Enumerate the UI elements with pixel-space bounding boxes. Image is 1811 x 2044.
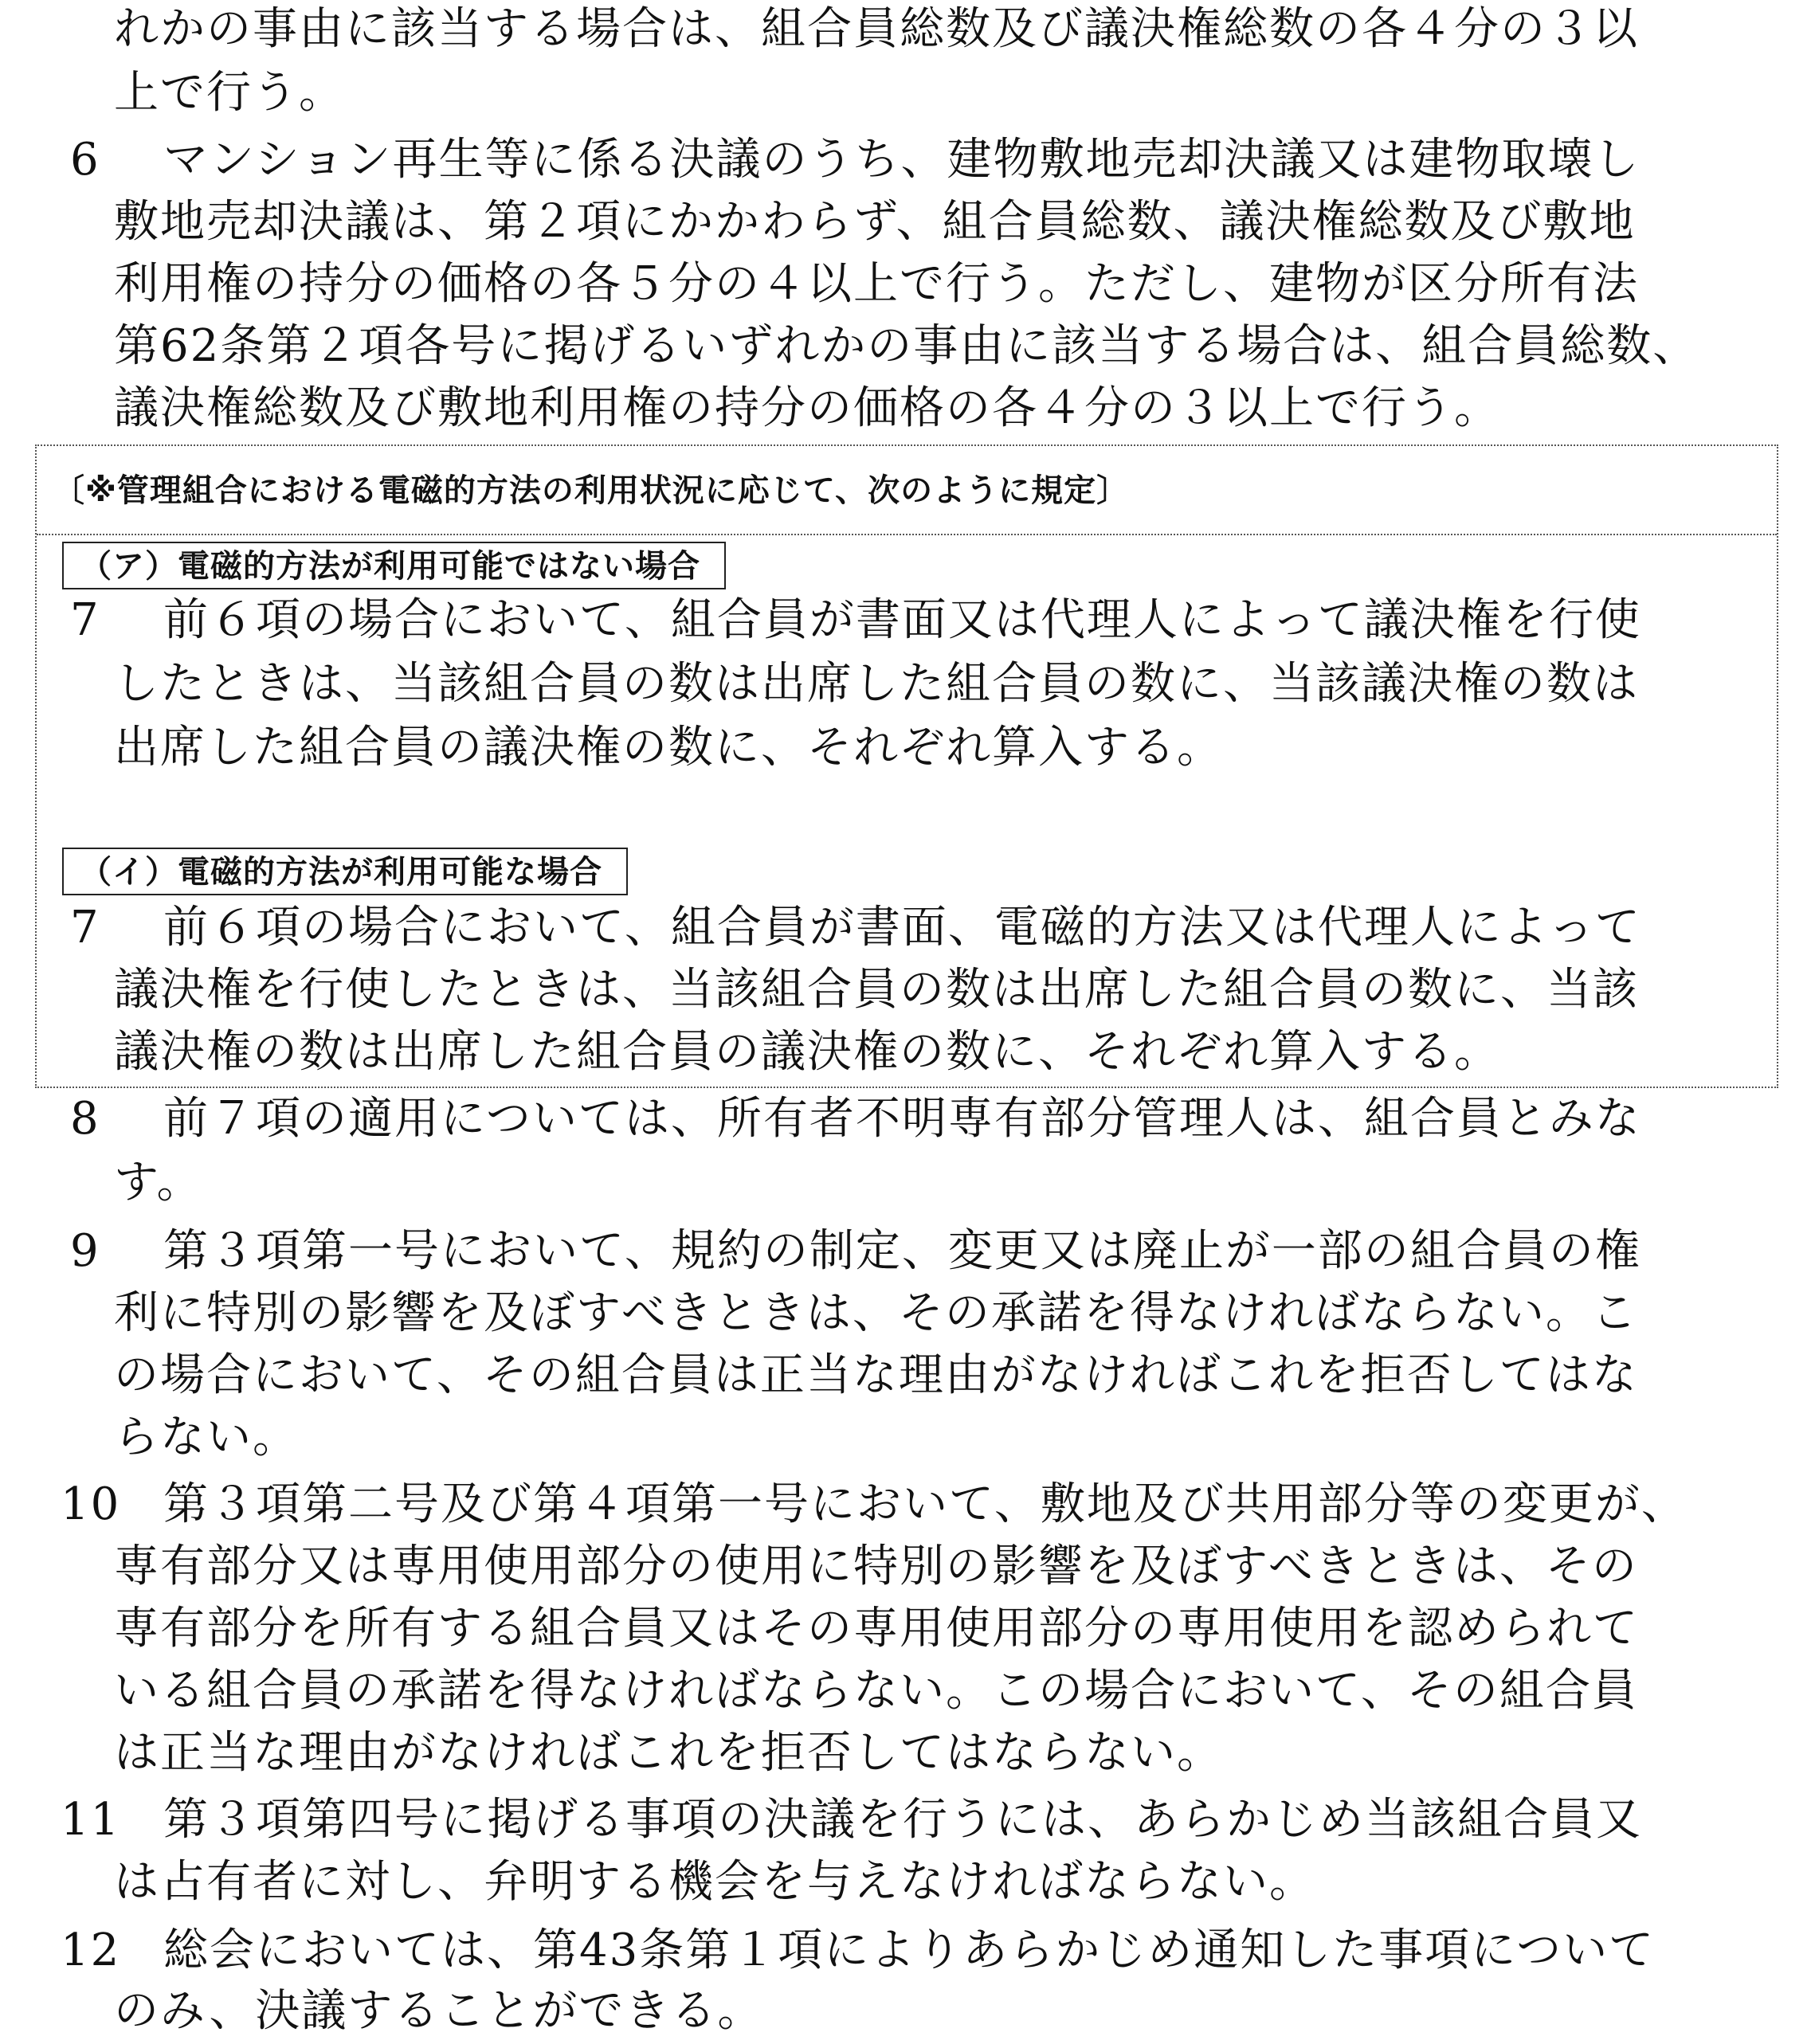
case-b-text-3: 議決権の数は出席した組合員の議決権の数に、それぞれ算入する。	[114, 1026, 1500, 1078]
case-a-line-3	[0, 715, 1811, 781]
clause-6-text-2: 敷地売却決議は、第２項にかかわらず、組合員総数、議決権総数及び敷地	[114, 196, 1636, 248]
case-a-number: 7	[70, 594, 100, 646]
case-a-text-1: 前６項の場合において、組合員が書面又は代理人によって議決権を行使	[163, 594, 1641, 646]
clause-9-text-4: らない。	[114, 1412, 299, 1463]
clause-10-text-1: 第３項第二号及び第４項第一号において、敷地及び共用部分等の変更が、	[163, 1478, 1688, 1530]
clause-12-number: 12	[61, 1925, 121, 1976]
option-box-header	[37, 446, 1777, 535]
clause-10-number: 10	[61, 1478, 121, 1530]
case-a-text-3: 出席した組合員の議決権の数に、それぞれ算入する。	[114, 722, 1223, 773]
clause-10-text-4: いる組合員の承諾を得なければならない。この場合において、その組合員	[114, 1665, 1638, 1717]
case-b-text-2: 議決権を行使したときは、当該組合員の数は出席した組合員の数に、当該	[114, 964, 1639, 1016]
clause-6-text-4: 第62条第２項各号に掲げるいずれかの事由に該当する場合は、組合員総数、	[114, 320, 1699, 372]
clause-11-number: 11	[61, 1794, 121, 1846]
intro-line-2	[0, 61, 1811, 126]
clause-6-line-3	[0, 252, 1811, 317]
clause-10-text-3: 専有部分を所有する組合員又はその専用使用部分の専用使用を認められて	[114, 1603, 1639, 1654]
case-b-line-2	[0, 957, 1811, 1023]
case-b-number: 7	[70, 902, 100, 953]
case-b-label: （イ）電磁的方法が利用可能な場合	[62, 848, 628, 895]
clause-10-line-5	[0, 1721, 1811, 1786]
clause-8-line-1	[0, 1087, 1811, 1152]
clause-10-text-2: 専有部分又は専用使用部分の使用に特別の影響を及ぼすべきときは、その	[114, 1541, 1638, 1592]
clause-8-text-2: す。	[114, 1157, 203, 1208]
clause-9-line-2	[0, 1281, 1811, 1346]
clause-6-line-2	[0, 190, 1811, 255]
clause-8-text-1: 前７項の適用については、所有者不明専有部分管理人は、組合員とみな	[163, 1093, 1641, 1145]
clause-10-line-3	[0, 1596, 1811, 1662]
clause-6-text-1: マンション再生等に係る決議のうち、建物敷地売却決議又は建物取壊し	[163, 134, 1640, 186]
clause-6-line-1	[0, 127, 1811, 193]
clause-9-text-1: 第３項第一号において、規約の制定、変更又は廃止が一部の組合員の権	[163, 1225, 1641, 1277]
clause-10-line-1	[0, 1472, 1811, 1537]
clause-11-line-2	[0, 1850, 1811, 1915]
case-a-text-2: したときは、当該組合員の数は出席した組合員の数に、当該議決権の数は	[114, 658, 1639, 710]
intro-text-2: 上で行う。	[114, 67, 345, 119]
clause-9-number: 9	[70, 1225, 100, 1277]
intro-text-1: れかの事由に該当する場合は、組合員総数及び議決権総数の各４分の３以	[114, 3, 1639, 55]
clause-8-number: 8	[70, 1093, 100, 1145]
case-a-label: （ア）電磁的方法が利用可能ではない場合	[62, 542, 726, 589]
clause-12-text-2: のみ、決議することができる。	[114, 1985, 764, 2037]
clause-9-text-2: 利に特別の影響を及ぼすべきときは、その承諾を得なければならない。こ	[114, 1287, 1638, 1339]
case-b-line-1	[0, 895, 1811, 961]
clause-6-text-3: 利用権の持分の価格の各５分の４以上で行う。ただし、建物が区分所有法	[114, 258, 1639, 310]
clause-6-number: 6	[70, 134, 100, 186]
clause-11-text-1: 第３項第四号に掲げる事項の決議を行うには、あらかじめ当該組合員又	[163, 1794, 1642, 1846]
clause-9-text-3: の場合において、その組合員は正当な理由がなければこれを拒否してはな	[114, 1349, 1638, 1401]
clause-11-text-2: は占有者に対し、弁明する機会を与えなければならない。	[114, 1856, 1315, 1908]
clause-9-line-3	[0, 1343, 1811, 1408]
case-b-line-3	[0, 1020, 1811, 1085]
clause-10-line-2	[0, 1534, 1811, 1600]
clause-8-line-2	[0, 1150, 1811, 1216]
intro-line-1	[0, 0, 1811, 62]
clause-10-text-5: は正当な理由がなければこれを拒否してはならない。	[114, 1727, 1223, 1779]
clause-6-text-5: 議決権総数及び敷地利用権の持分の価格の各４分の３以上で行う。	[114, 382, 1500, 434]
clause-12-text-1: 総会においては、第43条第１項によりあらかじめ通知した事項について	[163, 1925, 1656, 1976]
clause-9-line-4	[0, 1405, 1811, 1470]
option-box-header-text: 〔※管理組合における電磁的方法の利用状況に応じて、次のように規定〕	[53, 472, 1130, 509]
clause-10-line-4	[0, 1658, 1811, 1724]
clause-6-line-5	[0, 376, 1811, 441]
case-b-text-1: 前６項の場合において、組合員が書面、電磁的方法又は代理人によって	[163, 902, 1641, 953]
clause-6-line-4	[0, 314, 1811, 379]
clause-9-line-1	[0, 1219, 1811, 1284]
clause-12-line-1	[0, 1918, 1811, 1983]
clause-11-line-1	[0, 1788, 1811, 1853]
clause-12-line-2	[0, 1979, 1811, 2044]
case-a-line-1	[0, 588, 1811, 653]
case-a-line-2	[0, 652, 1811, 717]
